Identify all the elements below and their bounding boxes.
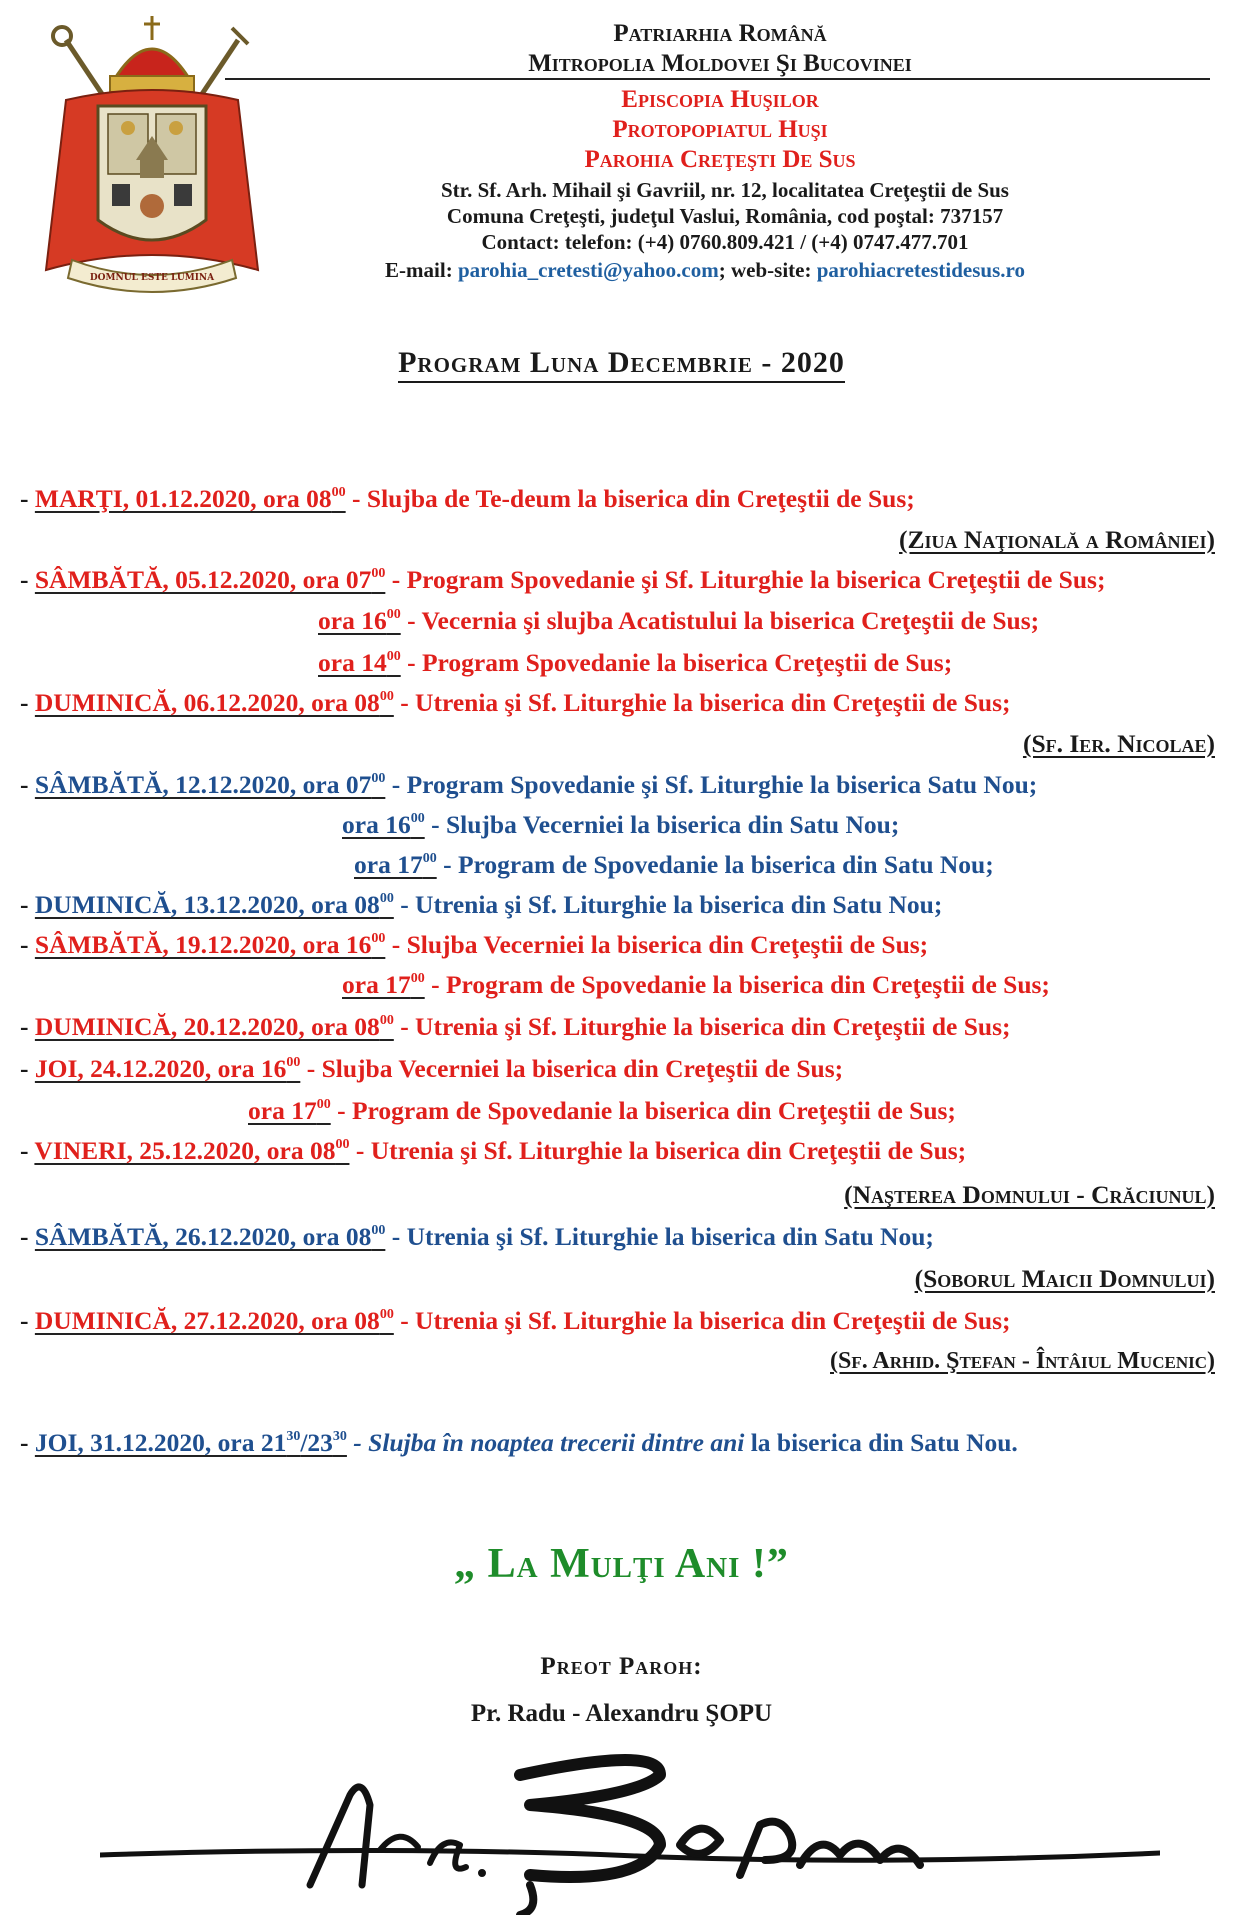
feast-note-3: (Naşterea Domnului - Crăciunul) <box>844 1180 1215 1209</box>
email-label: E-mail: <box>385 258 453 282</box>
schedule-line-15: - VINERI, 25.12.2020, ora $08^{00}$ - Utrenia şi Sf. Liturghie la biserica din Creţeştii de Sus; <box>20 1136 967 1165</box>
header-rule <box>225 78 1210 80</box>
contact-phone: Contact: telefon: (+4) 0760.809.421 / (+4) 0747.477.701 <box>481 230 969 254</box>
priest-name: Pr. Radu - Alexandru ŞOPU <box>470 1700 773 1727</box>
date-label: MARŢI, 01.12.2020, ora $08^{00}$ <box>34 484 346 513</box>
header-parish: Parohia Creţeşti De Sus <box>584 146 856 173</box>
feast-note-2: (Sf. Ier. Nicolae) <box>1022 729 1215 758</box>
feast-note-1: (Ziua Naţională a României) <box>899 525 1215 554</box>
schedule-line-8: ora $17^{00}$ - Program de Spovedanie la biserica din Satu Nou; <box>354 850 994 879</box>
feast-note-4: (Soborul Maicii Domnului) <box>914 1264 1215 1293</box>
address-commune: Comuna Creţeşti, judeţul Vaslui, România, cod poştal: 737157 <box>446 204 1004 228</box>
web-label: ; web-site: <box>718 258 812 282</box>
schedule-line-14: ora $17^{00}$ - Program de Spovedanie la biserica din Creţeştii de Sus; <box>248 1096 956 1125</box>
header-metropolis: Mitropolia Moldovei Şi Bucovinei <box>528 50 912 77</box>
priest-role: Preot Paroh: <box>540 1653 703 1680</box>
handwritten-signature <box>100 1735 1160 1915</box>
schedule-line-2: - SÂMBĂTĂ, 05.12.2020, ora $07^{00}$ - Program Spovedanie şi Sf. Liturghie la biserica Creţeştii de Sus; <box>20 565 1106 594</box>
schedule-line-10: - SÂMBĂTĂ, 19.12.2020, ora $16^{00}$ - Slujba Vecerniei la biserica din Creţeştii de Sus; <box>20 930 929 959</box>
feast-note-5: (Sf. Arhid. Ştefan - Întâiul Mucenic) <box>830 1348 1215 1374</box>
website-link[interactable]: parohiacretestidesus.ro <box>816 258 1025 282</box>
schedule-line-17: - DUMINICĂ, 27.12.2020, ora $08^{00}$ - Utrenia şi Sf. Liturghie la biserica din Creţeştii de Sus; <box>20 1306 1011 1335</box>
schedule-line-6: - SÂMBĂTĂ, 12.12.2020, ora $07^{00}$ - Program Spovedanie şi Sf. Liturghie la biserica Satu Nou; <box>20 770 1038 799</box>
crest-motto: DOMNUL ESTE LUMINA <box>89 273 215 283</box>
schedule-line-4: ora $14^{00}$ - Program Spovedanie la biserica Creţeştii de Sus; <box>318 648 953 677</box>
address-street: Str. Sf. Arh. Mihail şi Gavriil, nr. 12, localitatea Creţeştii de Sus <box>441 178 1009 202</box>
page-title: Program Luna Decembrie - 2020 <box>0 346 1243 380</box>
header-patriarchate: Patriarhia Română <box>613 20 827 47</box>
schedule-line-5: - DUMINICĂ, 06.12.2020, ora $08^{00}$ - Utrenia şi Sf. Liturghie la biserica din Creţeştii de Sus; <box>20 688 1011 717</box>
greeting: „ La Mulţi Ani !” <box>454 1541 789 1587</box>
schedule-line-3: ora $16^{00}$ - Vecernia şi slujba Acatistului la biserica Creţeştii de Sus; <box>318 606 1040 635</box>
schedule-line-9: - DUMINICĂ, 13.12.2020, ora $08^{00}$ - Utrenia şi Sf. Liturghie la biserica din Satu Nou; <box>20 890 943 919</box>
schedule-line-11: ora $17^{00}$ - Program de Spovedanie la biserica din Creţeştii de Sus; <box>342 970 1050 999</box>
header-deanery: Protopopiatul Huşi <box>612 116 828 143</box>
schedule-line-18: - JOI, 31.12.2020, ora $21^{30}/23^{30}$ - Slujba în noaptea trecerii dintre ani la biserica din Satu Nou. <box>20 1428 1018 1457</box>
schedule-line-16: - SÂMBĂTĂ, 26.12.2020, ora $08^{00}$ - Utrenia şi Sf. Liturghie la biserica din Satu Nou; <box>20 1222 934 1251</box>
schedule-line-1: - MARŢI, 01.12.2020, ora $08^{00}$ - Slujba de Te-deum la biserica din Creţeştii de Sus; <box>20 484 915 513</box>
schedule-line-7: ora $16^{00}$ - Slujba Vecerniei la biserica din Satu Nou; <box>342 810 900 839</box>
schedule-line-12: - DUMINICĂ, 20.12.2020, ora $08^{00}$ - Utrenia şi Sf. Liturghie la biserica din Creţeştii de Sus; <box>20 1012 1011 1041</box>
header-episcopate: Episcopia Huşilor <box>621 86 819 113</box>
email-link[interactable]: parohia_cretesti@yahoo.com <box>457 258 719 282</box>
schedule-line-13: - JOI, 24.12.2020, ora $16^{00}$ - Slujba Vecerniei la biserica din Creţeştii de Sus; <box>20 1054 844 1083</box>
contact-online <box>230 258 1180 283</box>
